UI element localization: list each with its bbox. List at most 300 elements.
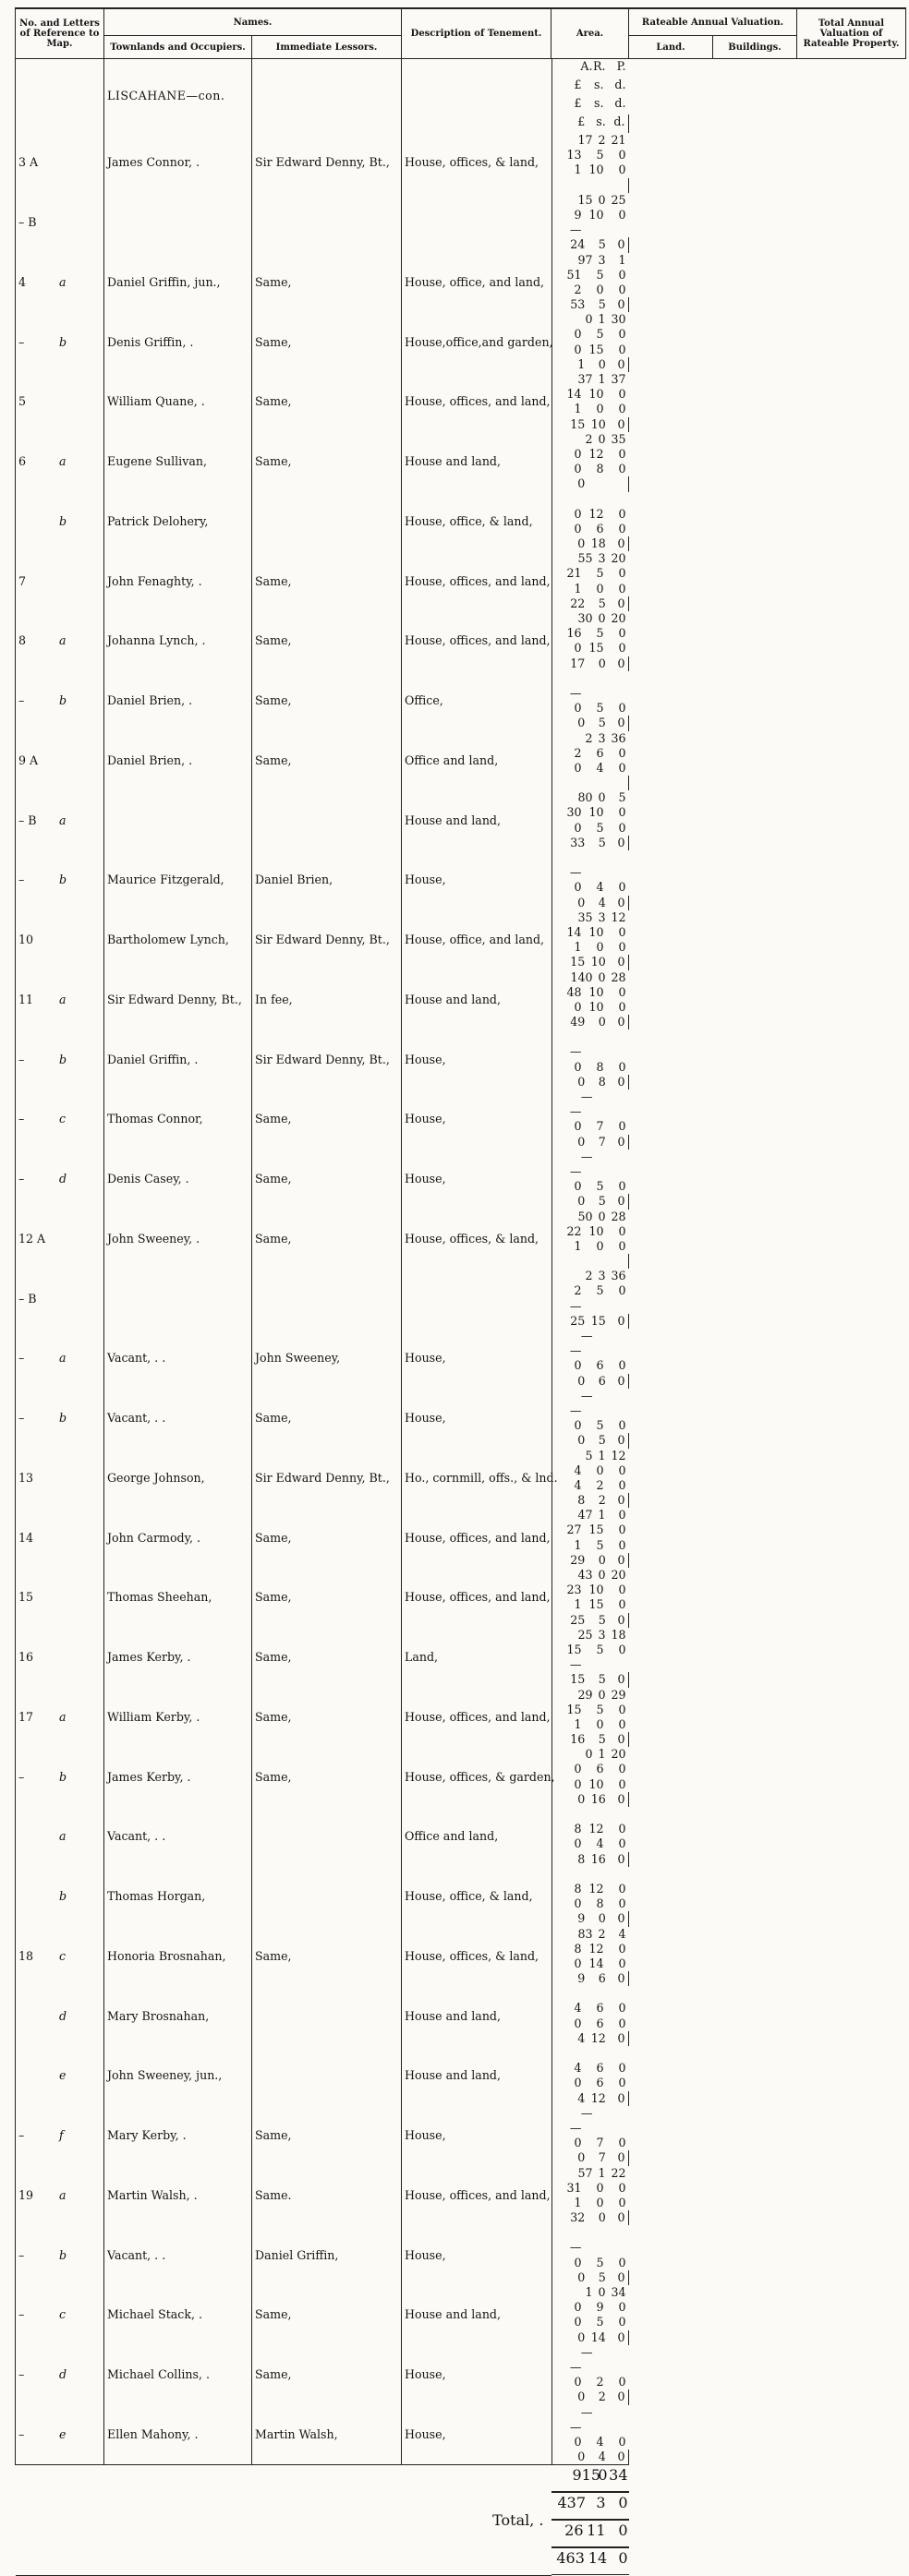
area-roods: 1	[598, 1508, 606, 1523]
total-value	[551, 1732, 629, 1747]
buildings-value	[551, 582, 629, 596]
tot-pence: 0	[617, 416, 625, 431]
tot-shillings: 8	[598, 1074, 606, 1089]
area-acres: 35	[577, 909, 593, 924]
bld-units	[551, 96, 629, 114]
occupier-name: Patrick Delohery,	[104, 492, 252, 552]
tot-pounds: 0	[577, 476, 586, 491]
tot-pence	[606, 1254, 625, 1269]
total-value	[551, 1553, 629, 1568]
occupier-name: John Carmody, .	[104, 1508, 252, 1568]
tot-units	[551, 114, 629, 133]
tot-pence: 0	[617, 1732, 625, 1747]
area-acres: 30	[577, 611, 593, 625]
total-value	[551, 1194, 629, 1209]
table-row	[16, 1807, 906, 1867]
ref-number: 10	[18, 933, 34, 947]
tot-shillings: 0	[598, 1552, 606, 1567]
area-cell	[551, 1449, 629, 1463]
area-acres: —	[580, 1329, 593, 1342]
land-shillings: 6	[596, 745, 604, 760]
tot-pounds: 0	[577, 1791, 586, 1806]
tot-shillings	[585, 776, 605, 790]
tot-pence: 0	[617, 656, 625, 670]
buildings-value	[551, 2315, 629, 2329]
total-value	[551, 776, 629, 790]
tot-shillings: 6	[598, 1971, 606, 1986]
buildings-value	[551, 1239, 629, 1254]
ref-number: 3 A	[18, 155, 39, 170]
tot-pence: 0	[617, 1851, 625, 1866]
bld-pence: 0	[618, 1537, 626, 1552]
area-perches	[606, 1150, 626, 1164]
tenement-description: House, office, and land,	[402, 253, 551, 313]
land-shillings: 10	[588, 805, 604, 820]
land-pounds: —	[569, 1104, 582, 1119]
land-shillings: 6	[596, 1762, 604, 1776]
ref-cell	[16, 432, 104, 492]
bld-pounds: 0	[574, 521, 582, 536]
ref-letter: b	[59, 693, 67, 708]
bld-shillings: 5	[596, 1418, 604, 1433]
land-pence	[604, 2240, 626, 2255]
table-row	[16, 2285, 906, 2345]
ref-number: 18	[18, 1948, 34, 1963]
area-acres: —	[580, 2105, 593, 2120]
area-perches: 12	[611, 1448, 626, 1463]
tot-shillings: 12	[590, 2030, 606, 2045]
bld-pence	[604, 1299, 626, 1314]
area-acres	[571, 1029, 593, 1044]
occupier-name: Sir Edward Denny, Bt.,	[104, 970, 252, 1030]
total-value	[551, 596, 629, 611]
tenement-description: House, offices, & land,	[402, 1210, 551, 1270]
total-value	[551, 1971, 629, 1986]
total-tot-s: 14	[588, 2549, 608, 2568]
area-acres: —	[580, 1089, 593, 1103]
land-value	[551, 2300, 629, 2315]
lessor-name	[252, 1986, 402, 2046]
tenement-description: House and land,	[402, 1986, 551, 2046]
area-roods: 3	[598, 551, 606, 566]
area-acres: 17	[577, 133, 593, 147]
ref-letter	[59, 1232, 87, 1246]
area-acres	[571, 1867, 593, 1882]
tot-pounds: 22	[570, 596, 586, 610]
ref-number: –	[18, 693, 25, 708]
buildings-value	[551, 1299, 629, 1314]
area-perches: 5	[618, 790, 626, 805]
bld-shillings: 5	[596, 2315, 604, 2329]
tenement-description: House and land,	[402, 2046, 551, 2106]
tot-pounds: 4	[577, 2030, 586, 2045]
table-row	[16, 731, 906, 791]
table-row	[16, 1927, 906, 1987]
total-value	[551, 178, 629, 193]
units-row	[16, 59, 906, 134]
area-roods	[593, 1389, 606, 1403]
tenement-description: House, offices, and land,	[402, 551, 551, 611]
tot-pence: 0	[617, 1134, 625, 1149]
area-cell	[551, 731, 629, 746]
bld-pounds: —	[569, 223, 582, 237]
total-value	[551, 1135, 629, 1150]
bld-shillings	[582, 1657, 604, 1672]
lessor-name: Sir Edward Denny, Bt.,	[252, 1449, 402, 1509]
total-area-r: 0	[598, 2466, 608, 2485]
land-pence: 0	[618, 1822, 626, 1836]
buildings-value	[551, 402, 629, 416]
land-pounds: 30	[566, 805, 582, 820]
ref-number: –	[18, 334, 25, 349]
occupier-name: Thomas Horgan,	[104, 1867, 252, 1927]
ref-number: 7	[18, 573, 27, 588]
unit-shillings: s.	[594, 78, 604, 91]
total-value	[551, 2091, 629, 2106]
area-roods	[593, 2345, 606, 2360]
bld-pence: 0	[618, 1119, 626, 1134]
tot-pounds: 33	[570, 835, 586, 849]
area-acres: 140	[570, 969, 593, 984]
area-perches: 20	[611, 611, 626, 625]
ref-number: 9 A	[18, 752, 39, 767]
ref-cell	[16, 1089, 104, 1150]
tot-shillings	[585, 476, 605, 491]
area-acres: 29	[577, 1687, 593, 1702]
total-value	[551, 417, 629, 432]
area-perches: 1	[618, 252, 626, 267]
area-perches	[606, 1329, 626, 1343]
land-value	[551, 1523, 629, 1537]
ref-cell	[16, 731, 104, 791]
tot-pence: 0	[617, 2030, 625, 2045]
ref-number: 16	[18, 1650, 34, 1665]
area-roods: 1	[598, 312, 606, 327]
area-cell	[551, 910, 629, 925]
area-cell	[551, 133, 629, 148]
land-shillings: 0	[596, 1463, 604, 1477]
tot-pounds: 9	[577, 1911, 586, 1926]
bld-pence: 0	[618, 2076, 626, 2090]
ref-letter	[59, 1292, 87, 1306]
tenement-description: House and land,	[402, 970, 551, 1030]
tenement-description: House,	[402, 850, 551, 910]
total-value	[551, 716, 629, 730]
area-perches: 30	[611, 312, 626, 327]
tot-shillings: 7	[598, 1134, 606, 1149]
tenement-description: Office and land,	[402, 1807, 551, 1867]
bld-shillings: 5	[596, 1179, 604, 1194]
ref-letter: a	[59, 1709, 67, 1724]
bld-pounds: 1	[574, 940, 582, 955]
table-row	[16, 2405, 906, 2465]
table-row	[16, 1747, 906, 1807]
ref-letter: a	[59, 992, 67, 1006]
tot-pence: 0	[617, 1911, 625, 1926]
land-pence: 0	[618, 2001, 626, 2016]
land-shillings: 6	[596, 2061, 604, 2076]
area-acres: 83	[577, 1926, 593, 1941]
valuation-table	[15, 7, 906, 2576]
lessor-name: Same,	[252, 1089, 402, 1150]
tenement-description: House, offices, & land,	[402, 1927, 551, 1987]
tot-pence: 0	[617, 716, 625, 730]
tot-shillings: 5	[598, 596, 606, 610]
land-value	[551, 208, 629, 223]
bld-pounds: 0	[574, 641, 582, 656]
area-perches: 20	[611, 1568, 626, 1582]
area-acres	[571, 2046, 593, 2061]
total-buildings	[551, 2520, 629, 2547]
tot-pence: 0	[617, 835, 625, 849]
occupier-name: John Sweeney, jun.,	[104, 2046, 252, 2106]
occupier-name: William Kerby, .	[104, 1688, 252, 1748]
area-acres: 2	[585, 1269, 593, 1283]
tot-pounds: 0	[577, 716, 586, 730]
bld-shillings	[582, 1299, 604, 1314]
land-pence: 0	[618, 745, 626, 760]
occupier-name: James Kerby, .	[104, 1628, 252, 1688]
ref-number: 11	[18, 992, 34, 1006]
table-row	[16, 2046, 906, 2106]
land-value	[551, 2181, 629, 2196]
bld-shillings: 4	[596, 1836, 604, 1851]
unit-pounds: £	[577, 114, 586, 128]
area-cell	[551, 1688, 629, 1703]
bld-pounds: 0	[574, 1358, 582, 1373]
land-pence: 0	[618, 2300, 626, 2315]
tot-pounds: 0	[577, 536, 586, 551]
lessor-name: Same,	[252, 1508, 402, 1568]
lessor-name	[252, 1867, 402, 1927]
land-value	[551, 1463, 629, 1478]
land-pence	[604, 2121, 626, 2136]
total-value	[551, 2330, 629, 2345]
area-roods: 0	[598, 192, 606, 207]
area-cell	[551, 492, 629, 507]
unit-pounds: £	[574, 96, 582, 110]
area-perches: 0	[618, 1508, 626, 1523]
tot-pounds: 53	[570, 297, 586, 312]
land-value	[551, 2420, 629, 2435]
buildings-value	[551, 880, 629, 895]
tenement-description: House and land,	[402, 2285, 551, 2345]
tot-pounds: 0	[577, 1074, 586, 1089]
area-acres: 25	[577, 1627, 593, 1642]
tot-pounds: 0	[577, 895, 586, 909]
ref-number: –	[18, 2426, 25, 2441]
buildings-value	[551, 1777, 629, 1792]
occupier-name: Michael Stack, .	[104, 2285, 252, 2345]
land-pence: 0	[618, 1762, 626, 1776]
buildings-value	[551, 1538, 629, 1553]
land-pence: 0	[618, 566, 626, 581]
land-pence	[604, 686, 626, 701]
area-acres: 47	[577, 1508, 593, 1523]
bld-shillings: 8	[596, 1896, 604, 1911]
unit-perches: P.	[616, 59, 626, 73]
area-roods: 3	[598, 1627, 606, 1642]
bld-shillings: 8	[596, 462, 604, 476]
lessor-name: Daniel Griffin,	[252, 2225, 402, 2285]
area-roods	[593, 1807, 606, 1822]
bld-pounds: 0	[574, 342, 582, 356]
occupier-name: Eugene Sullivan,	[104, 432, 252, 492]
table-row	[16, 970, 906, 1030]
tot-shillings: 12	[590, 2090, 606, 2105]
bld-pence: 0	[618, 1418, 626, 1433]
bld-pence: 0	[618, 521, 626, 536]
ref-cell	[16, 1986, 104, 2046]
buildings-value	[551, 1717, 629, 1732]
table-row	[16, 1449, 906, 1509]
land-value	[551, 1822, 629, 1836]
buildings-value	[551, 223, 629, 237]
tenement-description: House and land,	[402, 790, 551, 850]
area-roods	[593, 2046, 606, 2061]
bld-pounds: 0	[574, 1059, 582, 1074]
tot-pounds: 0	[577, 2389, 586, 2404]
bld-pounds: 0	[574, 2016, 582, 2030]
tot-pounds: 15	[570, 1672, 586, 1687]
tot-pence	[606, 178, 625, 193]
area-acres: 37	[577, 372, 593, 386]
ref-letter: a	[59, 454, 67, 469]
area-perches	[606, 850, 626, 865]
ref-number: 6	[18, 454, 27, 469]
area-perches: 36	[611, 1269, 626, 1283]
total-value	[551, 2389, 629, 2404]
ref-letter	[59, 1590, 87, 1605]
area-perches: 34	[611, 2285, 626, 2299]
area-roods: 1	[598, 1448, 606, 1463]
tot-pence: 0	[617, 2389, 625, 2404]
ref-cell	[16, 2166, 104, 2226]
ref-letter: e	[59, 2426, 67, 2441]
area-roods	[593, 671, 606, 686]
total-land-l: 437	[557, 2494, 587, 2512]
tenement-description	[402, 1269, 551, 1329]
land-shillings	[582, 2121, 604, 2136]
area-roods	[593, 2405, 606, 2420]
area-cell	[551, 1568, 629, 1583]
lessor-name: Sir Edward Denny, Bt.,	[252, 1029, 402, 1089]
area-roods	[593, 850, 606, 865]
bld-shillings: 10	[588, 1776, 604, 1791]
ref-number: –	[18, 2307, 25, 2322]
header-total: Total Annual Valuation of Rateable Property.	[797, 8, 906, 59]
ref-cell	[16, 312, 104, 372]
bld-pounds: —	[569, 1657, 582, 1672]
tot-pounds: 0	[577, 2329, 586, 2344]
land-value	[551, 985, 629, 1000]
occupier-name: John Sweeney, .	[104, 1210, 252, 1270]
total-area-p: 34	[609, 2466, 628, 2485]
tot-pence: 0	[617, 2329, 625, 2344]
lessor-name	[252, 2046, 402, 2106]
land-shillings: 5	[596, 148, 604, 163]
land-pence	[604, 2360, 626, 2375]
area-cell	[551, 1269, 629, 1283]
area-perches	[606, 2405, 626, 2420]
ref-cell	[16, 910, 104, 970]
bld-pence: 0	[618, 1956, 626, 1970]
area-roods	[593, 492, 606, 507]
area-acres: —	[580, 2344, 593, 2359]
area-acres: 2	[585, 431, 593, 446]
bld-shillings: 10	[588, 999, 604, 1014]
units-cell	[402, 59, 551, 134]
ref-number: 4	[18, 274, 27, 289]
tenement-description: House,office,and garden,	[402, 312, 551, 372]
land-pounds: 48	[566, 984, 582, 999]
tenement-description: House,	[402, 1089, 551, 1150]
area-perches: 22	[611, 2165, 626, 2180]
land-pounds: 31	[566, 2180, 582, 2195]
lessor-name	[252, 1807, 402, 1867]
total-value	[551, 1314, 629, 1329]
header-description: Description of Tenement.	[402, 8, 551, 59]
ref-cell	[16, 1628, 104, 1688]
area-acres	[571, 492, 593, 507]
bld-pounds: 0	[574, 2315, 582, 2329]
tenement-description	[402, 193, 551, 253]
bld-pence: 0	[618, 999, 626, 1014]
units-cell	[252, 59, 402, 134]
tot-pence: 0	[617, 1313, 625, 1328]
land-shillings: 0	[596, 2180, 604, 2195]
ref-number: 15	[18, 1590, 34, 1605]
ref-number: 8	[18, 633, 27, 648]
bld-pounds: 0	[574, 1836, 582, 1851]
land-shillings: 12	[588, 1941, 604, 1956]
ref-number: –	[18, 873, 25, 887]
land-pounds: 15	[566, 1642, 582, 1656]
ref-cell	[16, 611, 104, 671]
ref-letter	[59, 215, 87, 230]
lessor-name	[252, 193, 402, 253]
area-roods	[593, 1029, 606, 1044]
total-value	[551, 1075, 629, 1089]
ref-cell	[16, 2106, 104, 2166]
ref-number	[18, 514, 59, 529]
ref-cell	[16, 2046, 104, 2106]
area-acres: 15	[577, 192, 593, 207]
tenement-description: House, offices, & garden,	[402, 1747, 551, 1807]
bld-shillings: 4	[596, 760, 604, 775]
tenement-description: House, office, & land,	[402, 1867, 551, 1927]
header-land: Land.	[629, 36, 713, 59]
area-perches: 18	[611, 1627, 626, 1642]
bld-pounds: 0	[574, 462, 582, 476]
ref-letter: d	[59, 2008, 67, 2023]
area-perches	[606, 1986, 626, 2001]
bld-pounds: 1	[574, 1537, 582, 1552]
land-value	[551, 1104, 629, 1119]
land-shillings: 15	[588, 1523, 604, 1537]
area-cell	[551, 2285, 629, 2300]
area-roods	[593, 2225, 606, 2240]
bld-pounds: 0	[574, 701, 582, 716]
bld-pence: 0	[618, 820, 626, 835]
ref-letter: b	[59, 513, 67, 528]
land-pounds: 2	[574, 1283, 582, 1298]
land-shillings: 5	[596, 1283, 604, 1298]
tot-shillings: 2	[598, 1493, 606, 1508]
total-value	[551, 656, 629, 671]
total-value	[551, 237, 629, 252]
land-pence: 0	[618, 1702, 626, 1716]
